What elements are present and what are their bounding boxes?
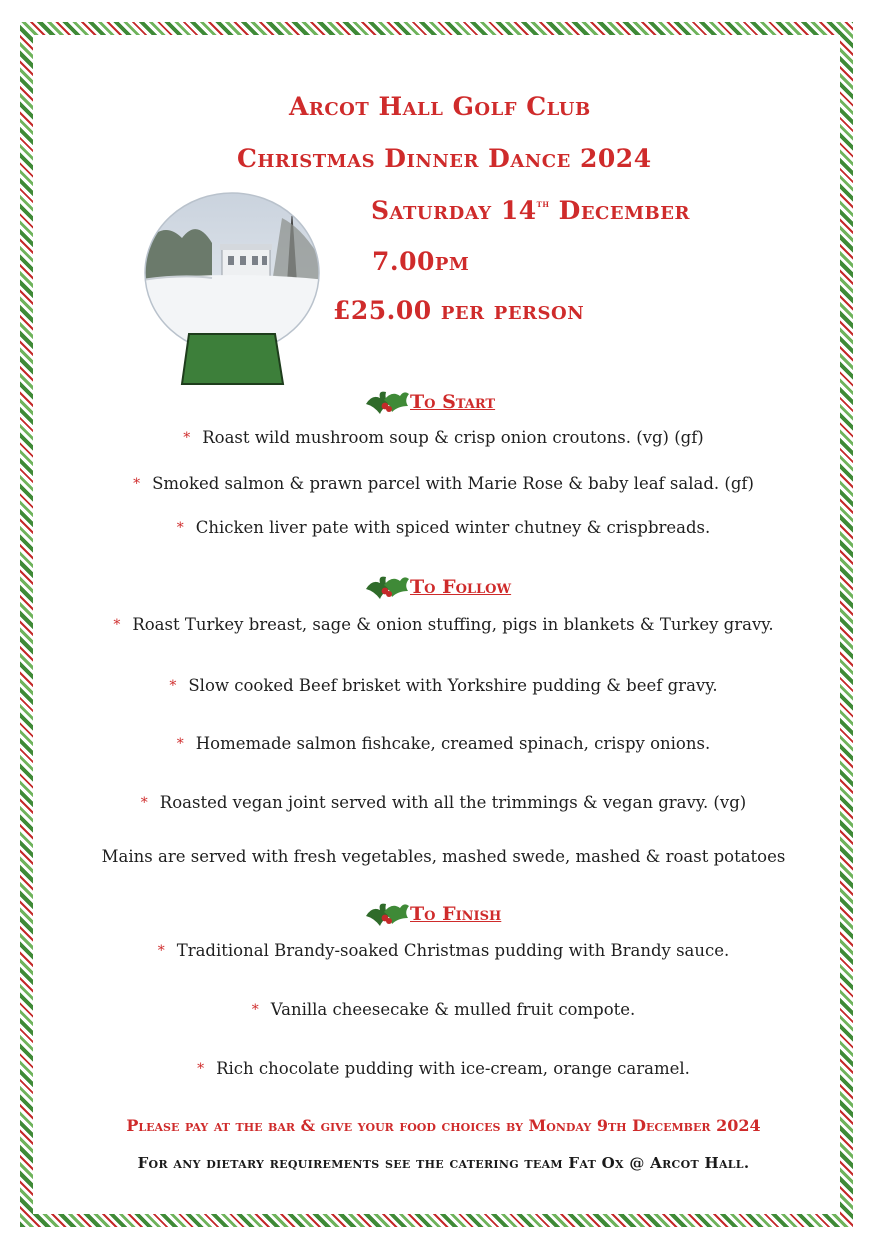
starter-item (0, 428, 887, 447)
holly-icon (364, 898, 410, 930)
event-date-day: Saturday 14 (371, 196, 537, 225)
main-text: Roast Turkey breast, sage & onion stuffing, pigs in blankets & Turkey gravy. (132, 615, 774, 634)
main-item (0, 676, 887, 695)
starter-text: Chicken liver pate with spiced winter chutney & crispbreads. (195, 518, 711, 537)
mains-note: Mains are served with fresh vegetables, mashed swede, mashed & roast potatoes (101, 847, 786, 866)
section-heading-start (364, 386, 495, 418)
starter-item (0, 518, 887, 537)
section-label-start: To Start (410, 391, 496, 413)
club-title: Arcot Hall Golf Club (289, 92, 591, 121)
event-title: Christmas Dinner Dance 2024 (237, 144, 652, 173)
payment-notice: Please pay at the bar & give your food choices by Monday 9th December 2024 (126, 1116, 761, 1135)
holly-icon (364, 571, 410, 603)
starter-text: Roast wild mushroom soup & crisp onion croutons. (vg) (gf) (202, 428, 704, 447)
bullet-star: * (251, 1002, 259, 1018)
main-text: Homemade salmon fishcake, creamed spinach, crispy onions. (195, 734, 711, 753)
dessert-text: Rich chocolate pudding with ice-cream, orange caramel. (216, 1059, 690, 1078)
main-item (0, 793, 887, 812)
section-heading-finish (364, 898, 501, 930)
main-item (0, 615, 887, 634)
section-label-finish: To Finish (410, 903, 502, 925)
event-price: £25.00 per person (333, 296, 585, 325)
main-text: Roasted vegan joint served with all the trimmings & vegan gravy. (vg) (159, 793, 747, 812)
bullet-star: * (157, 943, 165, 959)
dietary-notice: For any dietary requirements see the catering team Fat Ox @ Arcot Hall. (137, 1154, 750, 1172)
bullet-star: * (176, 736, 184, 752)
starter-text: Smoked salmon & prawn parcel with Marie Rose & baby leaf salad. (gf) (152, 474, 754, 493)
event-date-suffix: th (536, 199, 550, 210)
dessert-item (0, 1000, 887, 1019)
bullet-star: * (140, 795, 148, 811)
bullet-star: * (113, 617, 121, 633)
main-item (0, 734, 887, 753)
section-heading-follow (364, 571, 511, 603)
main-text: Slow cooked Beef brisket with Yorkshire pudding & beef gravy. (188, 676, 718, 695)
bullet-star: * (169, 678, 177, 694)
section-label-follow: To Follow (410, 576, 512, 598)
starter-item (0, 474, 887, 493)
dessert-text: Traditional Brandy-soaked Christmas pudding with Brandy sauce. (176, 941, 730, 960)
snow-globe-icon (142, 188, 327, 386)
holly-icon (364, 386, 410, 418)
dessert-item (0, 941, 887, 960)
bullet-star: * (197, 1061, 205, 1077)
bullet-star: * (176, 520, 184, 536)
event-date-month: December (549, 196, 690, 225)
bullet-star: * (133, 476, 141, 492)
event-date (371, 196, 690, 225)
bullet-star: * (183, 430, 191, 446)
dessert-item (0, 1059, 887, 1078)
dessert-text: Vanilla cheesecake & mulled fruit compote. (270, 1000, 636, 1019)
event-time: 7.00pm (372, 247, 470, 276)
